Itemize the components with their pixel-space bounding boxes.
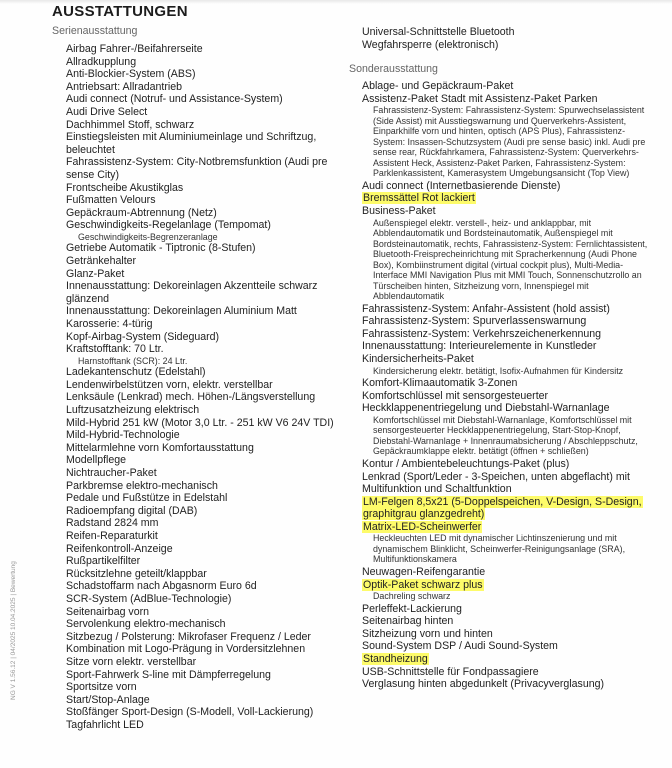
equipment-item: Kindersicherheits-Paket	[362, 353, 474, 366]
highlighted-text: Bremssättel Rot lackiert	[363, 192, 475, 205]
equipment-item: SCR-System (AdBlue-Technologie)	[66, 592, 232, 605]
equipment-item: Neuwagen-Reifengarantie	[362, 565, 486, 578]
equipment-item: Kraftstofftank: 70 Ltr.	[66, 343, 164, 356]
equipment-item: Fahrassistenz-System: Verkehrszeichenerkennung	[362, 327, 602, 340]
equipment-item: Start/Stop-Anlage	[66, 693, 150, 706]
equipment-item: Sitzheizung vorn und hinten	[362, 627, 493, 640]
equipment-item: Sport-Fahrwerk S-line mit Dämpferregelung	[66, 668, 271, 681]
standard-equipment-list	[52, 43, 344, 731]
equipment-item: Assistenz-Paket Stadt mit Assistenz-Paket Parken	[362, 92, 598, 105]
equipment-item: Seitenairbag vorn	[66, 605, 150, 618]
equipment-item: Glanz-Paket	[66, 267, 125, 280]
equipment-item: Universal-Schnittstelle Bluetooth	[362, 26, 515, 38]
equipment-item: Mild-Hybrid-Technologie	[66, 429, 180, 442]
highlighted-text: Standheizung	[363, 653, 428, 666]
equipment-item: Business-Paket	[362, 205, 436, 218]
equipment-item: Perleffekt-Lackierung	[362, 602, 462, 615]
equipment-item: Kontur / Ambientebeleuchtungs-Paket (plus)	[362, 457, 570, 470]
equipment-item: Sound-System DSP / Audi Sound-System	[362, 640, 558, 653]
equipment-item: Fahrassistenz-System: Anfahr-Assistent (hold assist)	[362, 302, 610, 315]
equipment-item: Ladekantenschutz (Edelstahl)	[66, 366, 206, 379]
equipment-item: Getriebe Automatik - Tiptronic (8-Stufen)	[66, 242, 256, 255]
equipment-item: Geschwindigkeits-Regelanlage (Tempomat)	[66, 219, 271, 232]
equipment-item: Heckklappenentriegelung und Diebstahl-Warnanlage	[362, 402, 610, 415]
equipment-item: Lendenwirbelstützen vorn, elektr. verstellbar	[66, 378, 273, 391]
equipment-item: Nichtraucher-Paket	[66, 467, 157, 479]
equipment-item: Parkbremse elektro-mechanisch	[66, 479, 218, 492]
page-title: AUSSTATTUNGEN	[52, 3, 188, 20]
equipment-item: Sportsitze vorn	[66, 681, 137, 694]
equipment-item: Lenkrad (Sport/Leder - 3-Speichen, unten abgeflacht) mit Multifunktion und Schaltfunktion	[362, 470, 630, 496]
equipment-item: Fahrassistenz-System: City-Notbremsfunktion (Audi pre sense City)	[66, 156, 328, 181]
equipment-item: Rußpartikelfilter	[66, 555, 141, 568]
equipment-item: Innenausstattung: Dekoreinlagen Aluminium Matt	[66, 305, 297, 318]
equipment-detail: Außenspiegel elektr. verstell-, heiz- und anklappbar, mit Abblendautomatik und Bordsteinautomatik, Außenspiegel mit Bordsteinautomatik, rechts, Fahrassistenz-System: Fernlichtassistent, Bluetooth-Freisprecheinrichtung mit Spracherkennung (Audi Phone Box), Kombiinstrument digital (virtual cockpit plus), Multi-Media-Interface MMI Navigation Plus mit MMI Touch, Sonnenschutzrollo an Türscheiben hinten, Sitzheizung vorn, Innenspiegel mit Abblendautomatik	[373, 217, 648, 302]
equipment-item: Sitze vorn elektr. verstellbar	[66, 655, 197, 668]
equipment-item: Rücksitzlehne geteilt/klappbar	[66, 567, 207, 580]
optional-equipment-column	[349, 26, 649, 691]
equipment-item: Gepäckraum-Abtrennung (Netz)	[66, 206, 217, 219]
equipment-item	[362, 653, 649, 666]
equipment-item: Radioempfang digital (DAB)	[66, 504, 198, 517]
equipment-detail: Heckleuchten LED mit dynamischer Lichtinszenierung und mit dynamischem Blinklicht, Scheinwerfer-Reinigungsanlage (SRA), Multifunktionskamera	[373, 533, 626, 565]
equipment-item: Komfort-Klimaautomatik 3-Zonen	[362, 377, 518, 390]
equipment-item: Radstand 2824 mm	[66, 517, 159, 530]
equipment-item: Wegfahrsperre (elektronisch)	[362, 38, 499, 51]
equipment-item: Luftzusatzheizung elektrisch	[66, 404, 200, 417]
optional-equipment-heading: Sonderausstattung	[349, 63, 438, 76]
equipment-item: Mild-Hybrid 251 kW (Motor 3,0 Ltr. - 251 kW V6 24V TDI)	[66, 416, 334, 429]
equipment-item: Mittelarmlehne vorn Komfortausstattung	[66, 441, 254, 454]
equipment-item: Verglasung hinten abgedunkelt (Privacyverglasung)	[362, 678, 605, 691]
equipment-item: Allradkupplung	[66, 55, 137, 68]
equipment-item: Reifen-Reparaturkit	[66, 529, 158, 542]
equipment-item: Dachhimmel Stoff, schwarz	[66, 118, 195, 131]
equipment-item	[362, 496, 649, 521]
equipment-detail: Komfortschlüssel mit Diebstahl-Warnanlage, Komfortschlüssel mit sensorgesteuerter Heckklappenentriegelung, Start-Stop-Knopf, Diebstahl-Warnanlage + Innenraumabsicherung / Abschleppschutz, Gepäckraumklappe elektr. betätigt (öffnen + schließen)	[373, 414, 638, 457]
equipment-item: Fußmatten Velours	[66, 194, 156, 207]
equipment-item: Ablage- und Gepäckraum-Paket	[362, 80, 514, 93]
equipment-item: Schadstoffarm nach Abgasnorm Euro 6d	[66, 580, 257, 593]
highlighted-text: Optik-Paket schwarz plus	[363, 578, 483, 591]
equipment-item: Audi Drive Select	[66, 105, 148, 118]
equipment-item: Sitzbezug / Polsterung: Mikrofaser Frequenz / Leder Kombination mit Logo-Prägung in Vordersitzlehnen	[66, 630, 311, 656]
highlighted-text: LM-Felgen 8,5x21 (5-Doppelspeichen, V-Design, S-Design, graphitgrau glanzgedreht)	[363, 495, 642, 521]
equipment-item: Frontscheibe Akustikglas	[66, 181, 184, 194]
highlighted-text: Matrix-LED-Scheinwerfer	[363, 520, 482, 533]
standard-equipment-column	[52, 24, 344, 731]
equipment-item: Karosserie: 4-türig	[66, 317, 153, 330]
standard-equipment-continued-list	[349, 26, 649, 51]
equipment-item: Pedale und Fußstütze in Edelstahl	[66, 492, 228, 505]
equipment-item: Audi connect (Notruf- und Assistance-System)	[66, 93, 283, 106]
equipment-detail: Geschwindigkeits-Begrenzeranlage	[78, 231, 218, 242]
equipment-item: Seitenairbag hinten	[362, 615, 454, 628]
equipment-item: Antriebsart: Allradantrieb	[66, 80, 183, 93]
equipment-item: Reifenkontroll-Anzeige	[66, 542, 173, 555]
equipment-item	[362, 192, 649, 205]
equipment-item: Kopf-Airbag-System (Sideguard)	[66, 330, 220, 343]
equipment-item: Getränkehalter	[66, 255, 137, 267]
equipment-detail: Fahrassistenz-System: Fahrassistenz-System: Spurwechselassistent (Side Assist) mit Ausstiegswarnung und Querverkehrs-Assistent, Einparkhilfe vorn und hinten, optisch (APS Plus), Fahrassistenz-System: Insassen-Schutzsystem (Audi pre sense basic) inkl. Audi pre sense rear, Rückfahrkamera, Fahrassistenz-System: Querverkehrs-Assistent Heck, Assistenz-Paket Parken, Fahrassistenz-System: Parklenkassistent, Kamerasystem Umgebungsansicht (Top View)	[373, 105, 646, 179]
equipment-item: Fahrassistenz-System: Spurverlassenswarnung	[362, 315, 587, 328]
equipment-item: Innenausstattung: Interieurelemente in Kunstleder	[362, 340, 597, 353]
equipment-item: Airbag Fahrer-/Beifahrerseite	[66, 43, 203, 55]
equipment-item: Audi connect (Internetbasierende Dienste)	[362, 179, 561, 192]
equipment-item: Einstiegsleisten mit Aluminiumeinlage und Schriftzug, beleuchtet	[66, 131, 317, 156]
standard-equipment-heading: Serienausstattung	[52, 25, 138, 37]
equipment-item: Modellpflege	[66, 454, 127, 467]
equipment-item: USB-Schnittstelle für Fondpassagiere	[362, 665, 539, 678]
equipment-item: Stoßfänger Sport-Design (S-Modell, Voll-Lackierung)	[66, 706, 314, 719]
equipment-item: Tagfahrlicht LED	[66, 718, 144, 731]
equipment-detail: Harnstofftank (SCR): 24 Ltr.	[78, 355, 188, 366]
side-stamp: NG V 1.56.12 | 04/2025 10.04.2025 | Bewertung	[10, 561, 17, 700]
equipment-item: Lenksäule (Lenkrad) mech. Höhen-/Längsverstellung	[66, 391, 316, 404]
equipment-item	[362, 579, 649, 592]
optional-equipment-list	[349, 80, 649, 691]
equipment-detail: Dachreling schwarz	[373, 591, 451, 602]
equipment-detail: Kindersicherung elektr. betätigt, Isofix-Aufnahmen für Kindersitz	[373, 365, 624, 376]
equipment-item: Innenausstattung: Dekoreinlagen Akzentteile schwarz glänzend	[66, 280, 318, 305]
equipment-item: Servolenkung elektro-mechanisch	[66, 618, 226, 631]
equipment-item	[362, 521, 649, 534]
equipment-item: Komfortschlüssel mit sensorgesteuerter	[362, 389, 549, 402]
equipment-item: Anti-Blockier-System (ABS)	[66, 68, 196, 81]
